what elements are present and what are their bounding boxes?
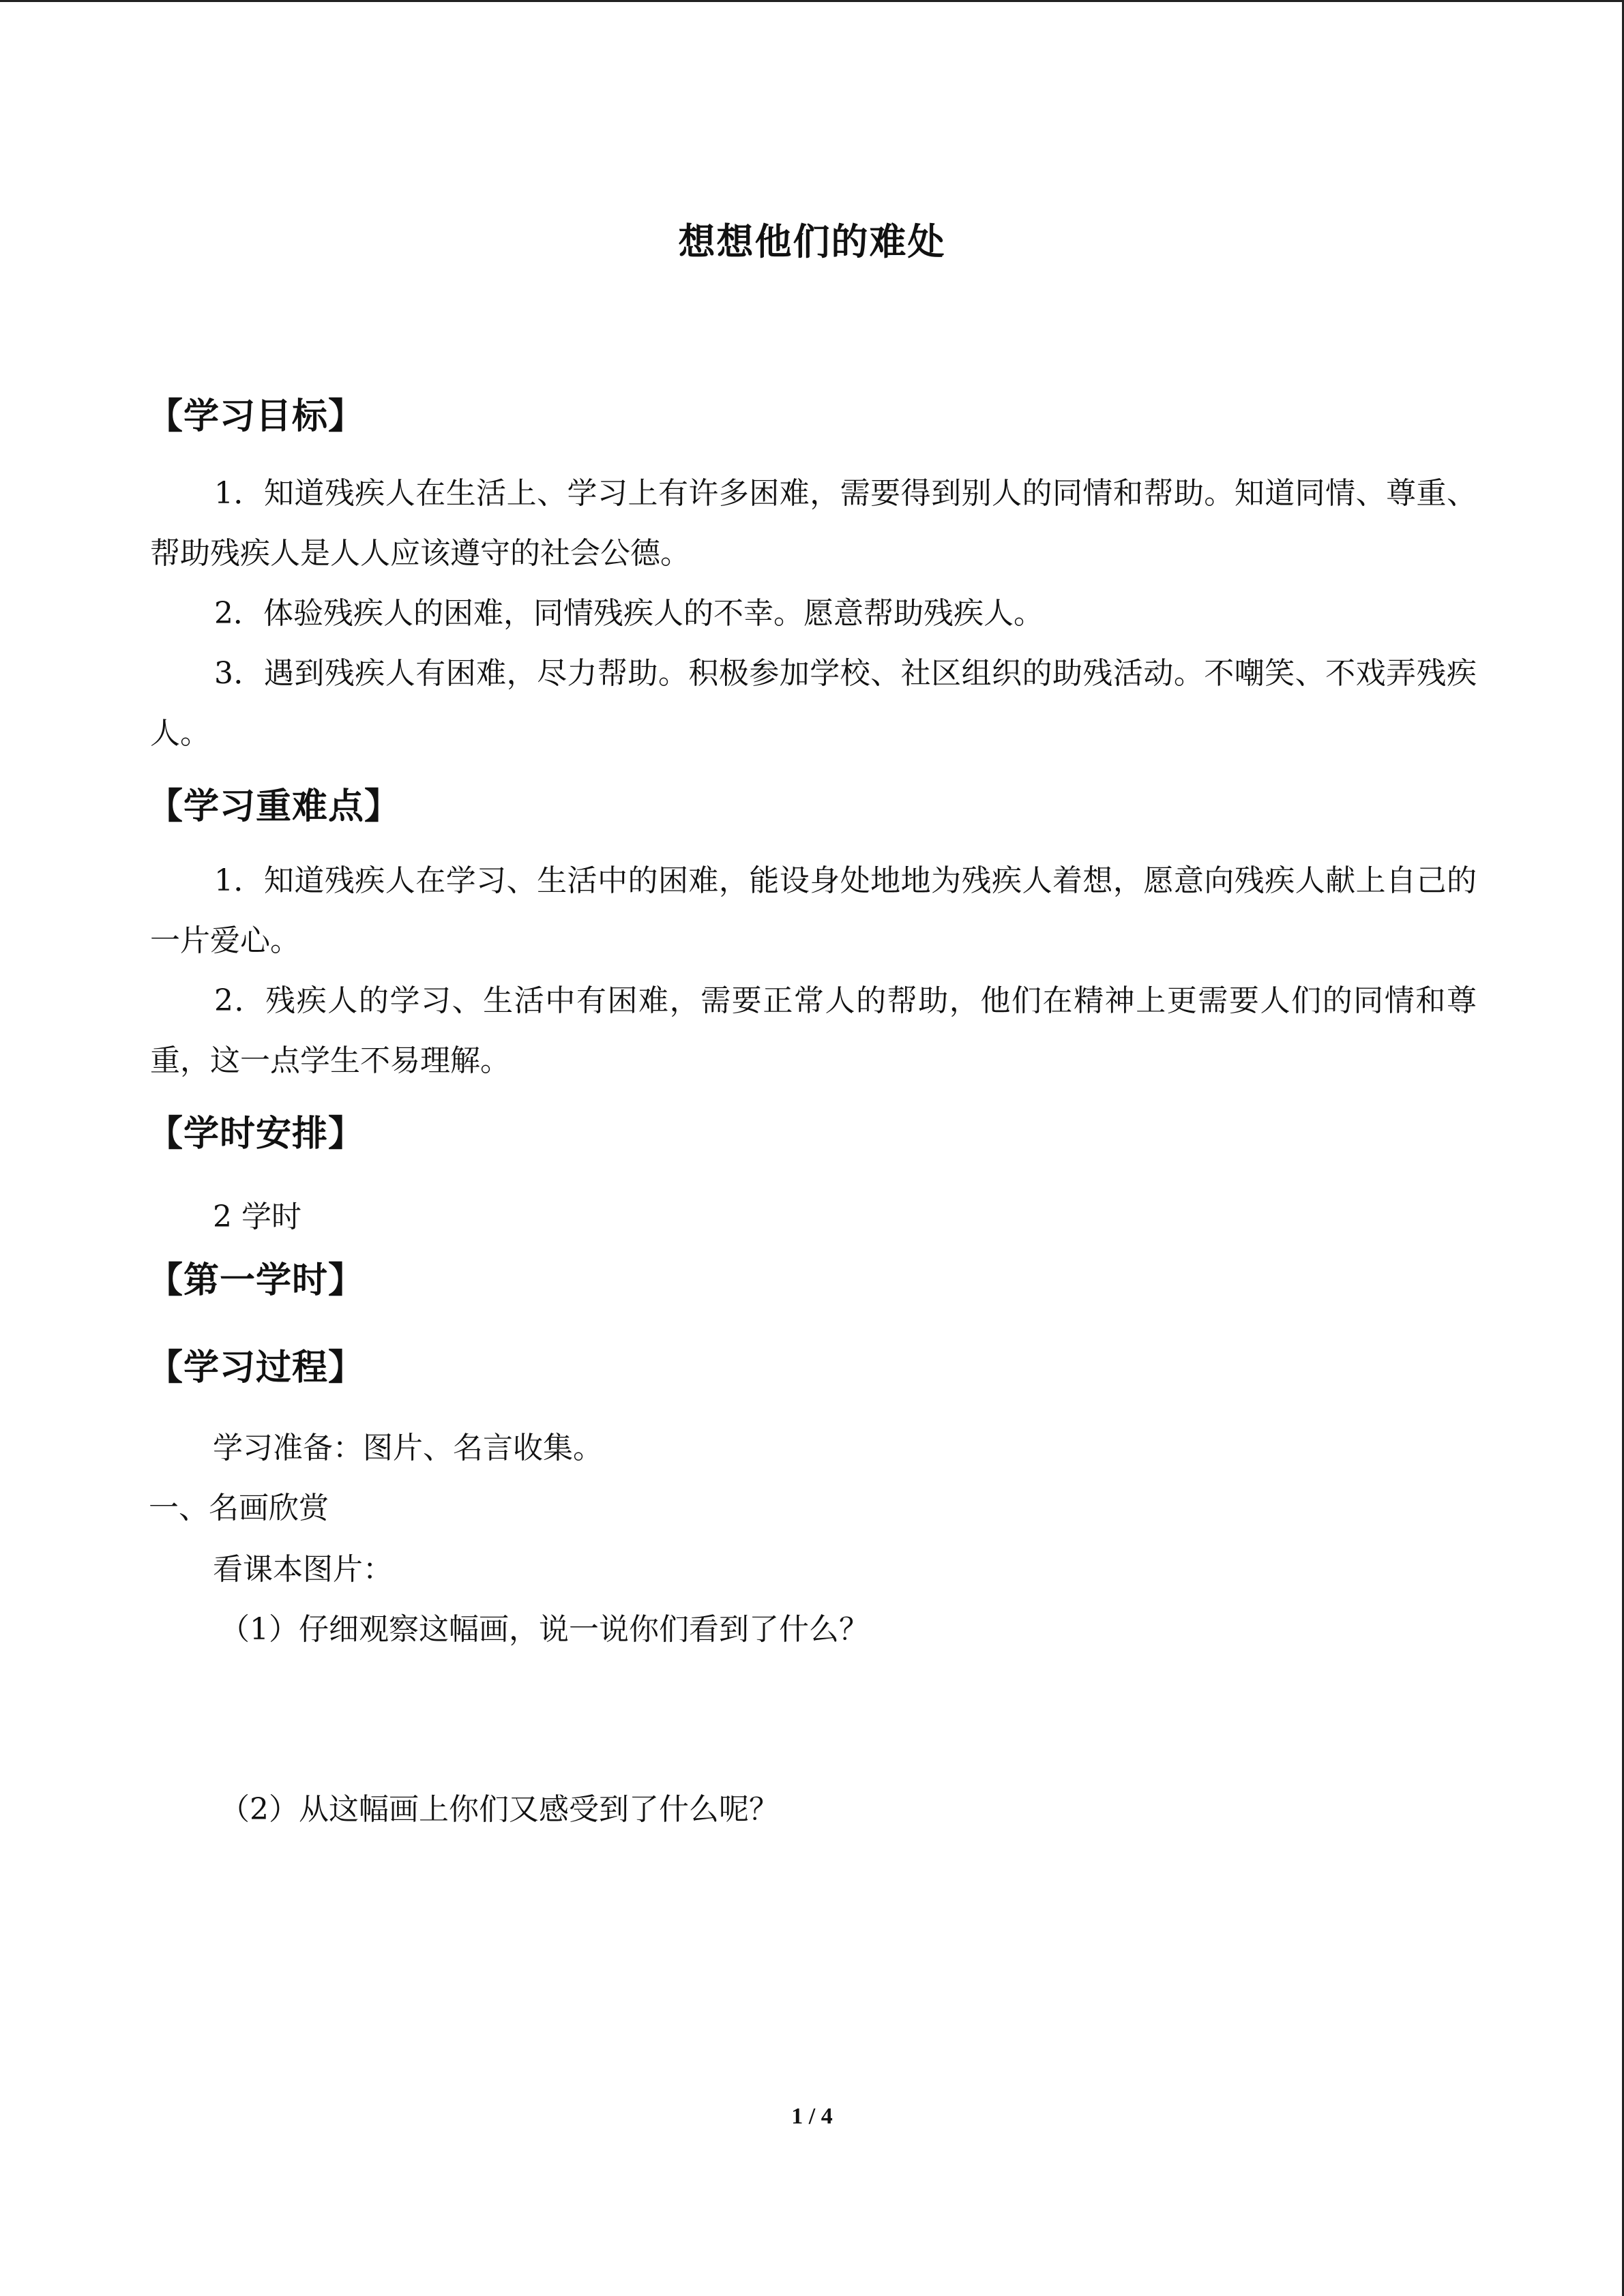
- process-preparation: 学习准备：图片、名言收集。: [213, 1431, 603, 1465]
- objective-item-3: 3．遇到残疾人有困难，尽力帮助。积极参加学校、社区组织的助残活动。不嘲笑、不戏弄残疾人。: [150, 656, 1477, 751]
- schedule-text: 2 学时: [213, 1199, 301, 1234]
- objective-item-2: 2．体验残疾人的困难，同情残疾人的不幸。愿意帮助残疾人。: [214, 596, 1044, 631]
- heading-schedule: 【学时安排】: [147, 1114, 365, 1154]
- heading-process: 【学习过程】: [147, 1347, 365, 1388]
- objective-item-1: 1．知道残疾人在生活上、学习上有许多困难，需要得到别人的同情和帮助。知道同情、尊重、帮助残疾人是人人应该遵守的社会公德。: [150, 476, 1477, 571]
- part-one-title: 一、名画欣赏: [149, 1491, 329, 1525]
- key-point-item-2: 2．残疾人的学习、生活中有困难，需要正常人的帮助，他们在精神上更需要人们的同情和尊重，这一点学生不易理解。: [150, 983, 1477, 1078]
- view-prompt: 看课本图片：: [213, 1552, 393, 1587]
- heading-key-points: 【学习重难点】: [147, 786, 401, 827]
- page-number: 1 / 4: [791, 2104, 833, 2129]
- key-point-item-1: 1．知道残疾人在学习、生活中的困难，能设身处地地为残疾人着想，愿意向残疾人献上自己的一片爱心。: [150, 863, 1477, 958]
- question-1: （1）仔细观察这幅画，说一说你们看到了什么？: [220, 1612, 869, 1647]
- heading-lesson-one: 【第一学时】: [147, 1260, 365, 1301]
- page-border-top: [0, 0, 1624, 2]
- heading-objectives: 【学习目标】: [147, 396, 365, 437]
- document-title: 想想他们的难处: [678, 220, 946, 263]
- question-2: （2）从这幅画上你们又感受到了什么呢？: [220, 1792, 779, 1827]
